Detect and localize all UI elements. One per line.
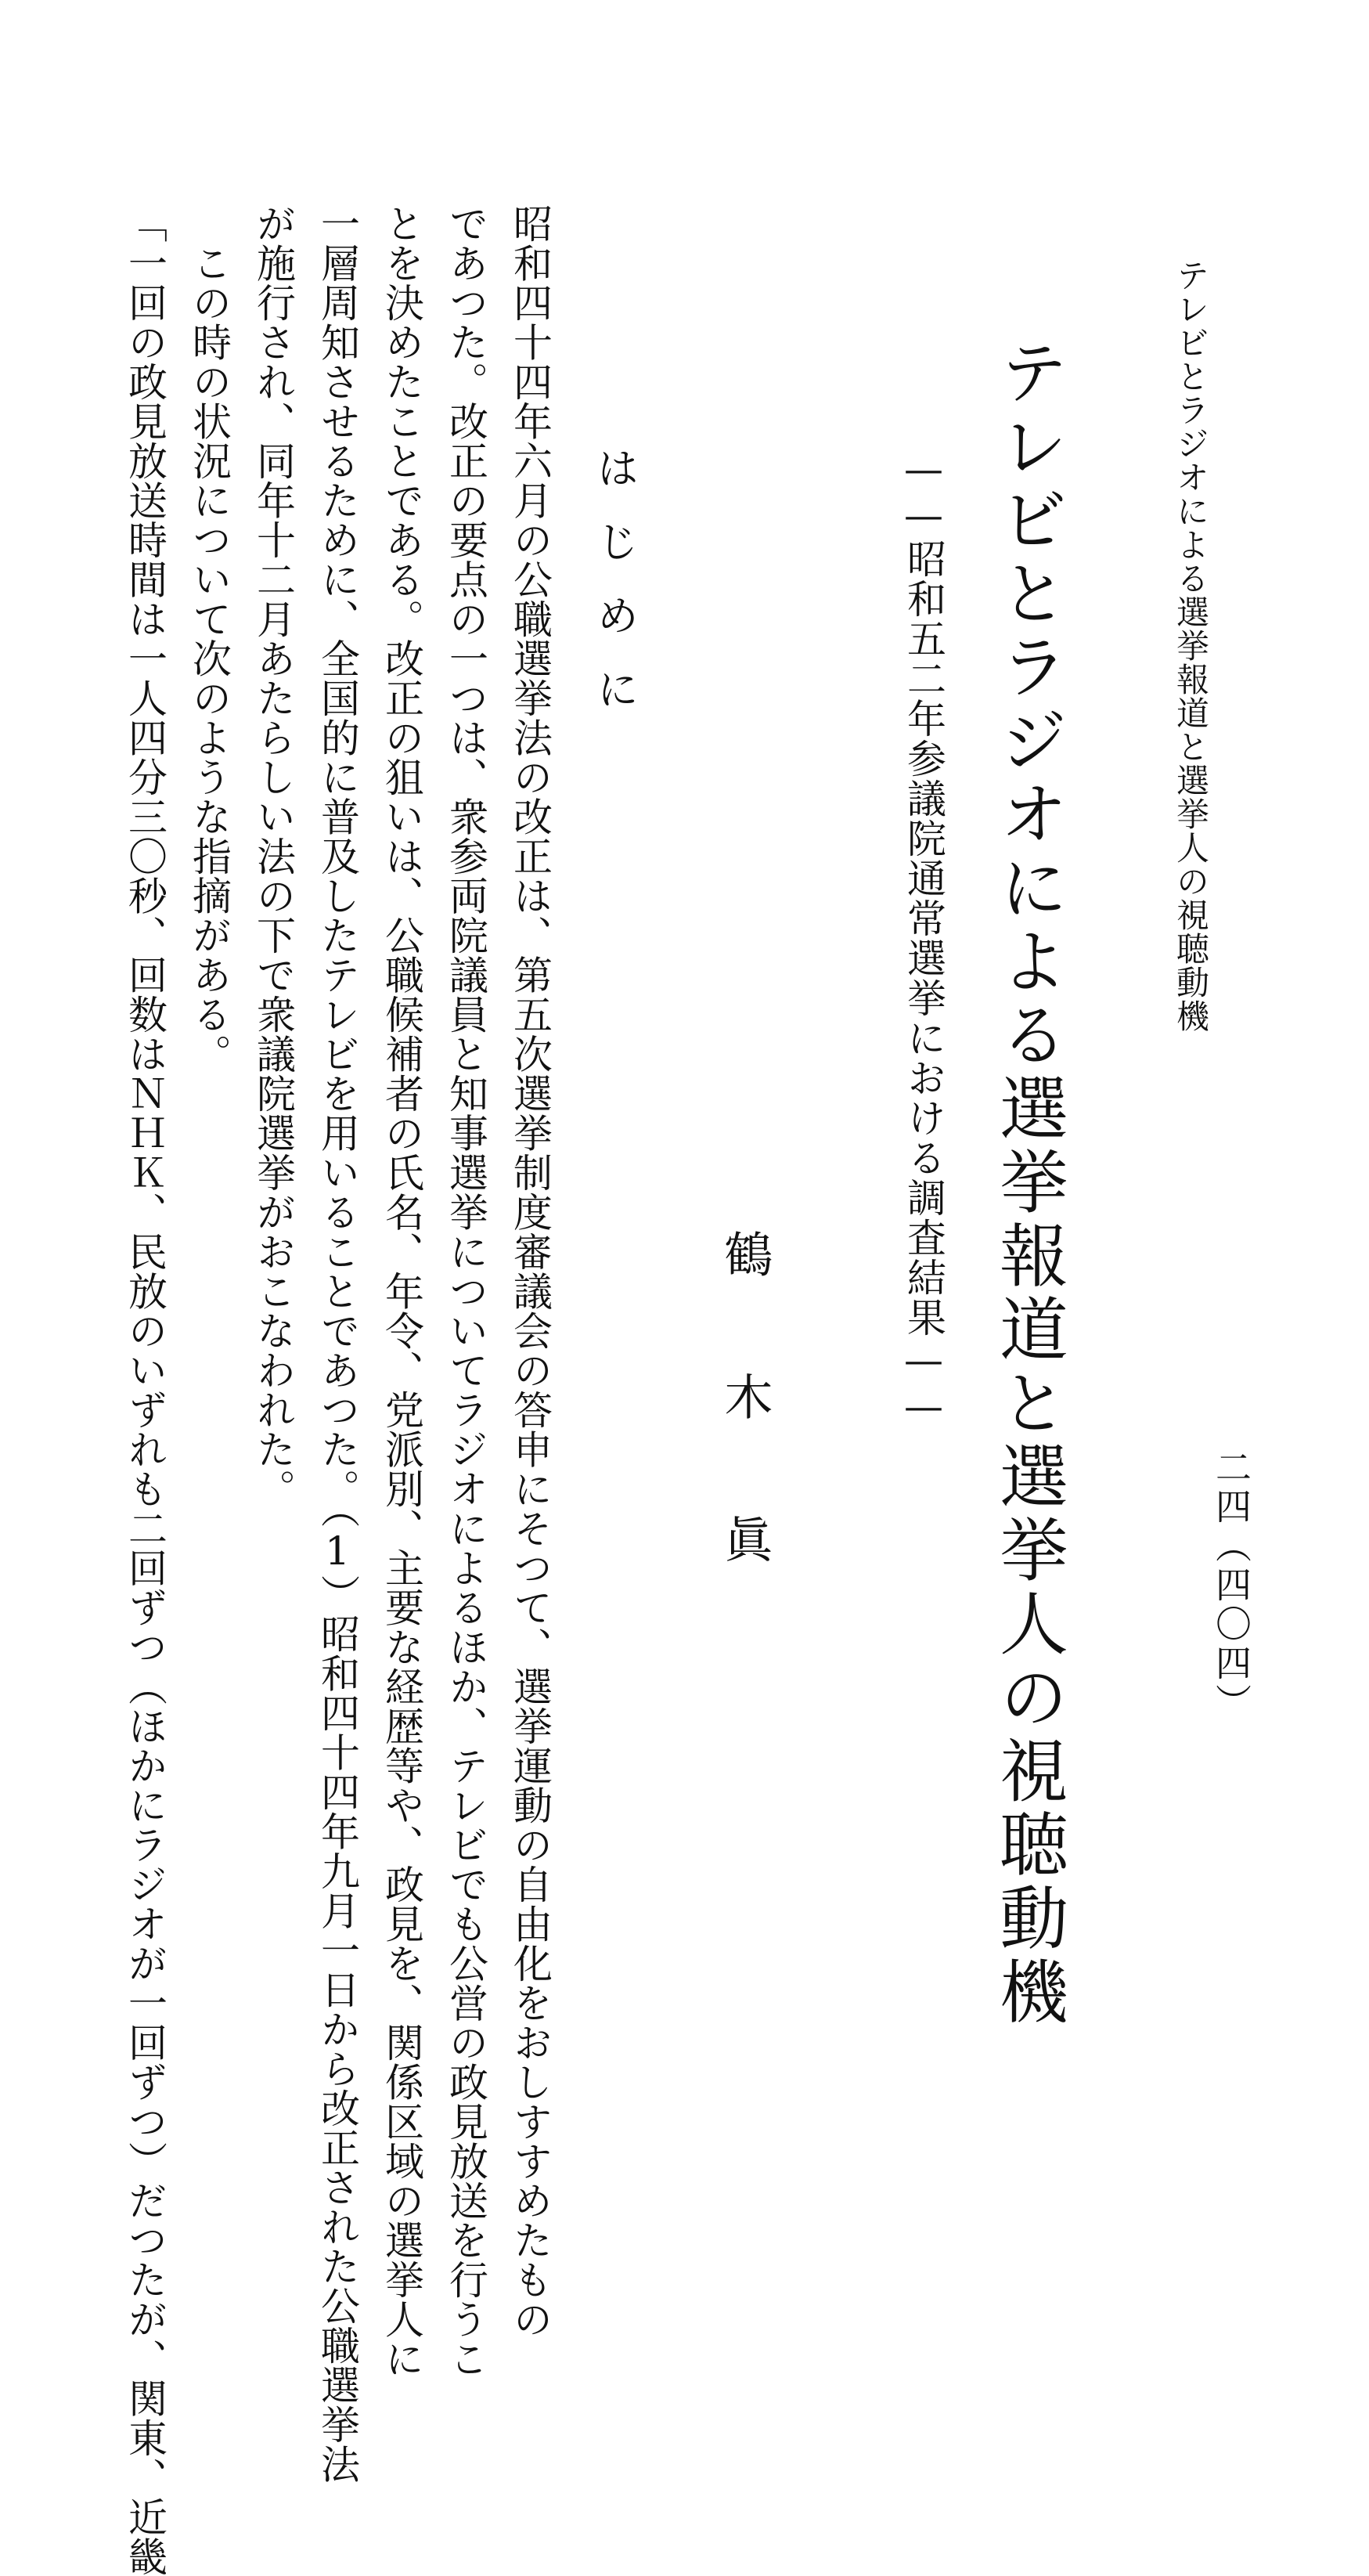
section-heading: はじめに — [590, 446, 639, 741]
body-line: が施行され、同年十二月あたらしい法の下で衆議院選挙がおこなわれた。 — [250, 204, 296, 1509]
article-title: テレビとラジオによる選挙報道と選挙人の視聴動機 — [989, 337, 1069, 2029]
body-line: 一層周知させるために、全国的に普及したテレビを用いることであつた。（1）昭和四十四年九月一日から改正された公職選挙法 — [315, 204, 360, 2484]
page-number: 二四（四〇四） — [1210, 1449, 1252, 1723]
body-line: であつた。改正の要点の一つは、衆参両院議員と知事選挙についてラジオによるほか、テレビでも公営の政見放送を行うこ — [443, 204, 488, 2379]
body-line: とを決めたことである。改正の狙いは、公職候補者の氏名、年令、党派別、主要な経歴等や、政見を、関係区域の選挙人に — [379, 204, 424, 2379]
body-line: 「一回の政見放送時間は一人四分三〇秒、回数はＮＨＫ、民放のいずれも二回ずつ（ほかにラジオが一回ずつ）だつたが、関東、近畿 — [122, 204, 168, 2576]
running-head: テレビとラジオによる選挙報道と選挙人の視聴動機 — [1172, 258, 1210, 1033]
author-name: 鶴木眞 — [716, 1229, 773, 1657]
body-line: この時の状況について次のような指摘がある。 — [186, 204, 232, 1073]
article-subtitle: ——昭和五二年参議院通常選挙における調査結果—— — [901, 446, 946, 1430]
body-line: 昭和四十四年六月の公職選挙法の改正は、第五次選挙制度審議会の答申にそつて、選挙運動の自由化をおしすすめたもの — [507, 204, 553, 2339]
